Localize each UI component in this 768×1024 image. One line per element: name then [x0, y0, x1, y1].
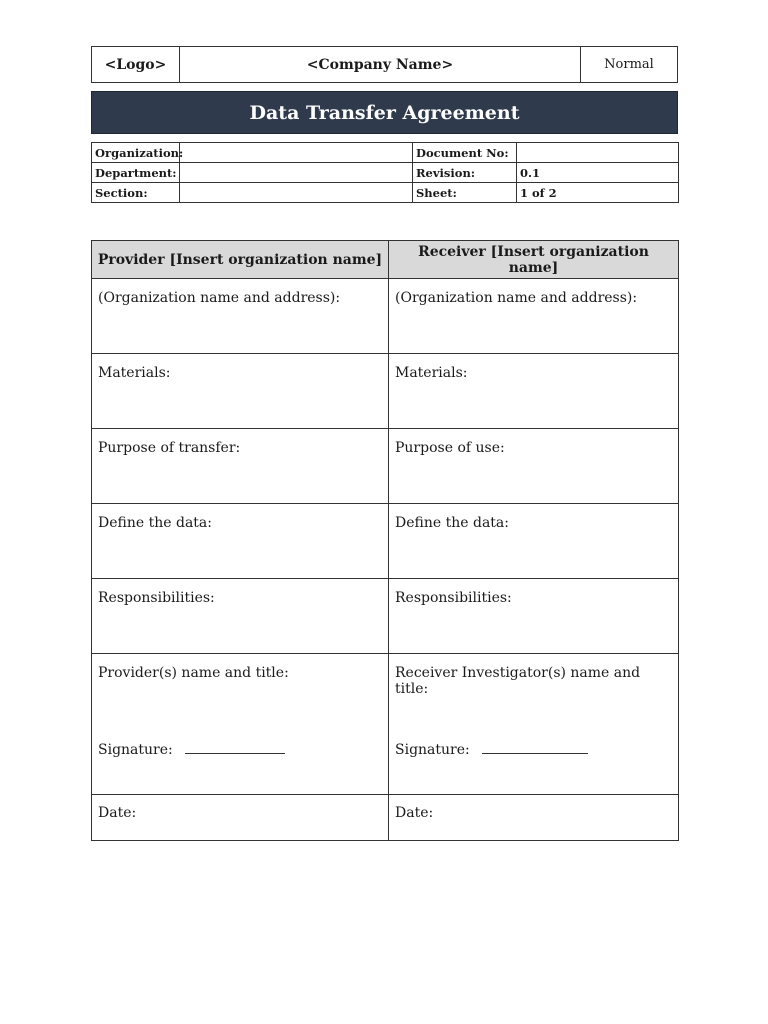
table-row: [92, 579, 679, 654]
meta-row-organization: [92, 143, 679, 163]
document-no-label: Document No:: [413, 143, 517, 163]
department-field[interactable]: [180, 163, 413, 183]
provider-signatory-cell[interactable]: [92, 654, 389, 795]
receiver-materials-cell[interactable]: Materials:: [389, 354, 679, 429]
receiver-signatory-cell[interactable]: [389, 654, 679, 795]
receiver-define-data-cell[interactable]: Define the data:: [389, 504, 679, 579]
receiver-signature-line: [395, 742, 588, 758]
document-title: Data Transfer Agreement: [91, 91, 678, 134]
receiver-date-cell[interactable]: Date:: [389, 795, 679, 841]
provider-address-cell[interactable]: (Organization name and address):: [92, 279, 389, 354]
meta-row-department: [92, 163, 679, 183]
receiver-signature-blank[interactable]: [482, 752, 588, 754]
document-header: [91, 46, 678, 83]
meta-row-section: [92, 183, 679, 203]
agreement-header-row: [92, 241, 679, 279]
receiver-purpose-cell[interactable]: Purpose of use:: [389, 429, 679, 504]
section-field[interactable]: [180, 183, 413, 203]
provider-header: Provider [Insert organization name]: [92, 241, 389, 279]
sheet-value[interactable]: 1 of 2: [517, 183, 679, 203]
provider-define-data-cell[interactable]: Define the data:: [92, 504, 389, 579]
receiver-names-label: Receiver Investigator(s) name and title:: [395, 665, 641, 697]
table-row: [92, 279, 679, 354]
provider-purpose-cell[interactable]: Purpose of transfer:: [92, 429, 389, 504]
provider-responsibilities-cell[interactable]: Responsibilities:: [92, 579, 389, 654]
agreement-table: [91, 240, 679, 841]
section-label: Section:: [92, 183, 180, 203]
department-label: Department:: [92, 163, 180, 183]
revision-label: Revision:: [413, 163, 517, 183]
signature-row: [92, 654, 679, 795]
date-row: [92, 795, 679, 841]
revision-value[interactable]: 0.1: [517, 163, 679, 183]
company-name: <Company Name>: [180, 47, 581, 82]
provider-names-label: Provider(s) name and title:: [98, 665, 289, 681]
provider-signature-line: [98, 742, 285, 758]
document-meta-table: [91, 142, 679, 203]
provider-date-cell[interactable]: Date:: [92, 795, 389, 841]
organization-label: Organization:: [92, 143, 180, 163]
table-row: [92, 504, 679, 579]
classification-label: Normal: [604, 57, 654, 72]
provider-signature-blank[interactable]: [185, 752, 285, 754]
receiver-address-cell[interactable]: (Organization name and address):: [389, 279, 679, 354]
table-row: [92, 354, 679, 429]
provider-materials-cell[interactable]: Materials:: [92, 354, 389, 429]
receiver-signature-label: Signature:: [395, 742, 470, 758]
sheet-label: Sheet:: [413, 183, 517, 203]
receiver-header: Receiver [Insert organization name]: [389, 241, 679, 279]
logo-placeholder: <Logo>: [92, 47, 180, 82]
document-no-field[interactable]: [517, 143, 679, 163]
receiver-responsibilities-cell[interactable]: Responsibilities:: [389, 579, 679, 654]
organization-field[interactable]: [180, 143, 413, 163]
provider-signature-label: Signature:: [98, 742, 173, 758]
table-row: [92, 429, 679, 504]
